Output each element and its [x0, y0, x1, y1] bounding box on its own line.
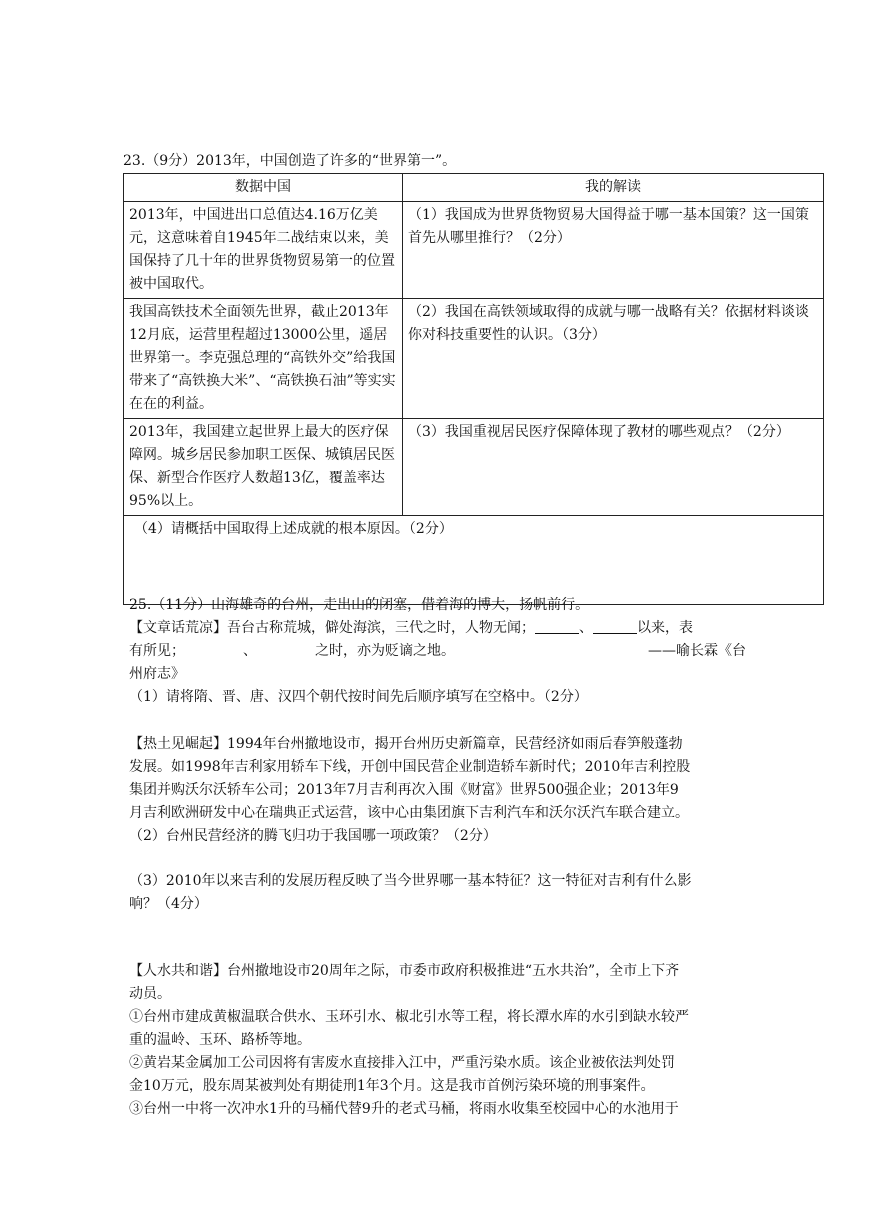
question-cell: （3）我国重视居民医疗保障体现了教材的哪些观点？（2分）	[403, 419, 824, 516]
section-line: 月吉利欧洲研发中心在瑞典正式运营，该中心由集团旗下吉利汽车和沃尔沃汽车联合建立。	[129, 805, 689, 821]
column-header-reading: 我的解读	[403, 174, 824, 202]
column-header-data: 数据中国	[124, 174, 403, 202]
q23-table	[123, 173, 824, 605]
section-text: 、	[579, 620, 593, 636]
data-cell: 2013年，我国建立起世界上最大的医疗保障网。城乡居民参加职工医保、城镇居民医保、新型合作医疗人数超13亿，覆盖率达95%以上。	[124, 419, 403, 516]
q23-heading: 23.（9分）2013年，中国创造了许多的“世界第一”。	[123, 153, 457, 169]
section-line	[129, 617, 693, 639]
section-text: 、	[243, 643, 257, 659]
answer-blank[interactable]	[593, 619, 637, 634]
section-line: 重的温岭、玉环、路桥等地。	[129, 1032, 311, 1048]
section-text: 之时，亦为贬谪之地。	[315, 643, 455, 659]
q25-heading: 25.（11分）山海雄奇的台州，走出山的闭塞，借着海的博大，扬帆前行。	[129, 597, 590, 613]
data-cell: 2013年，中国进出口总值达4.16万亿美元，这意味着自1945年二战结束以来，美国保持了几十年的世界货物贸易第一的位置被中国取代。	[124, 202, 403, 299]
section-line: ③台州一中将一次冲水1升的马桶代替9升的老式马桶，将雨水收集至校园中心的水池用于	[129, 1101, 679, 1117]
section-line: 动员。	[129, 986, 171, 1002]
section-line	[129, 640, 455, 662]
question-3-line: （3）2010年以来吉利的发展历程反映了当今世界哪一基本特征？这一特征对吉利有什么影	[129, 873, 692, 889]
section-text: 以来，表	[637, 620, 693, 636]
question-cell: （2）我国在高铁领域取得的成就与哪一战略有关？依据材料谈谈你对科技重要性的认识。（3分）	[403, 299, 824, 419]
section-text: 有所见；	[129, 643, 185, 659]
table-row	[124, 202, 824, 299]
q4-cell: （4）请概括中国取得上述成就的根本原因。（2分）	[124, 516, 824, 605]
question-3-line: 响？（4分）	[129, 896, 208, 912]
section-line: 【热土见崛起】1994年台州撤地设市，揭开台州历史新篇章，民营经济如雨后春笋般蓬勃	[129, 736, 683, 752]
table-row	[124, 516, 824, 605]
data-cell: 我国高铁技术全面领先世界，截止2013年12月底，运营里程超过13000公里，遥居世界第一。李克强总理的“高铁外交”给我国带来了“高铁换大米”、“高铁换石油”等实实在在的利益。	[124, 299, 403, 419]
section-line: 集团并购沃尔沃轿车公司；2013年7月吉利再次入围《财富》世界500强企业；2013年9	[129, 782, 679, 798]
question-cell: （1）我国成为世界货物贸易大国得益于哪一基本国策？这一国策首先从哪里推行？（2分）	[403, 202, 824, 299]
answer-blank[interactable]	[535, 619, 579, 634]
section-line: 金10万元，股东周某被判处有期徒刑1年3个月。这是我市首例污染环境的刑事案件。	[129, 1078, 655, 1094]
citation-source: 州府志》	[129, 666, 185, 682]
section-line: 【人水共和谐】台州撤地设市20周年之际，市委市政府积极推进“五水共治”，全市上下齐	[129, 963, 680, 979]
section-line: ①台州市建成黄椒温联合供水、玉环引水、椒北引水等工程，将长潭水库的水引到缺水较严	[129, 1009, 689, 1025]
section-line: ②黄岩某金属加工公司因将有害废水直接排入江中，严重污染水质。该企业被依法判处罚	[129, 1055, 675, 1071]
section-text: 【文章话荒凉】吾台古称荒城，僻处海滨，三代之时，人物无闻；	[129, 620, 535, 636]
table-row	[124, 299, 824, 419]
section-line: 发展。如1998年吉利家用轿车下线，开创中国民营企业制造轿车新时代；2010年吉利控股	[129, 759, 691, 775]
question-1: （1）请将隋、晋、唐、汉四个朝代按时间先后顺序填写在空格中。（2分）	[129, 689, 588, 705]
question-2: （2）台州民营经济的腾飞归功于我国哪一项政策？（2分）	[129, 828, 497, 844]
table-row	[124, 419, 824, 516]
citation-source: ——喻长霖《台	[648, 643, 746, 659]
table-header-row	[124, 174, 824, 202]
